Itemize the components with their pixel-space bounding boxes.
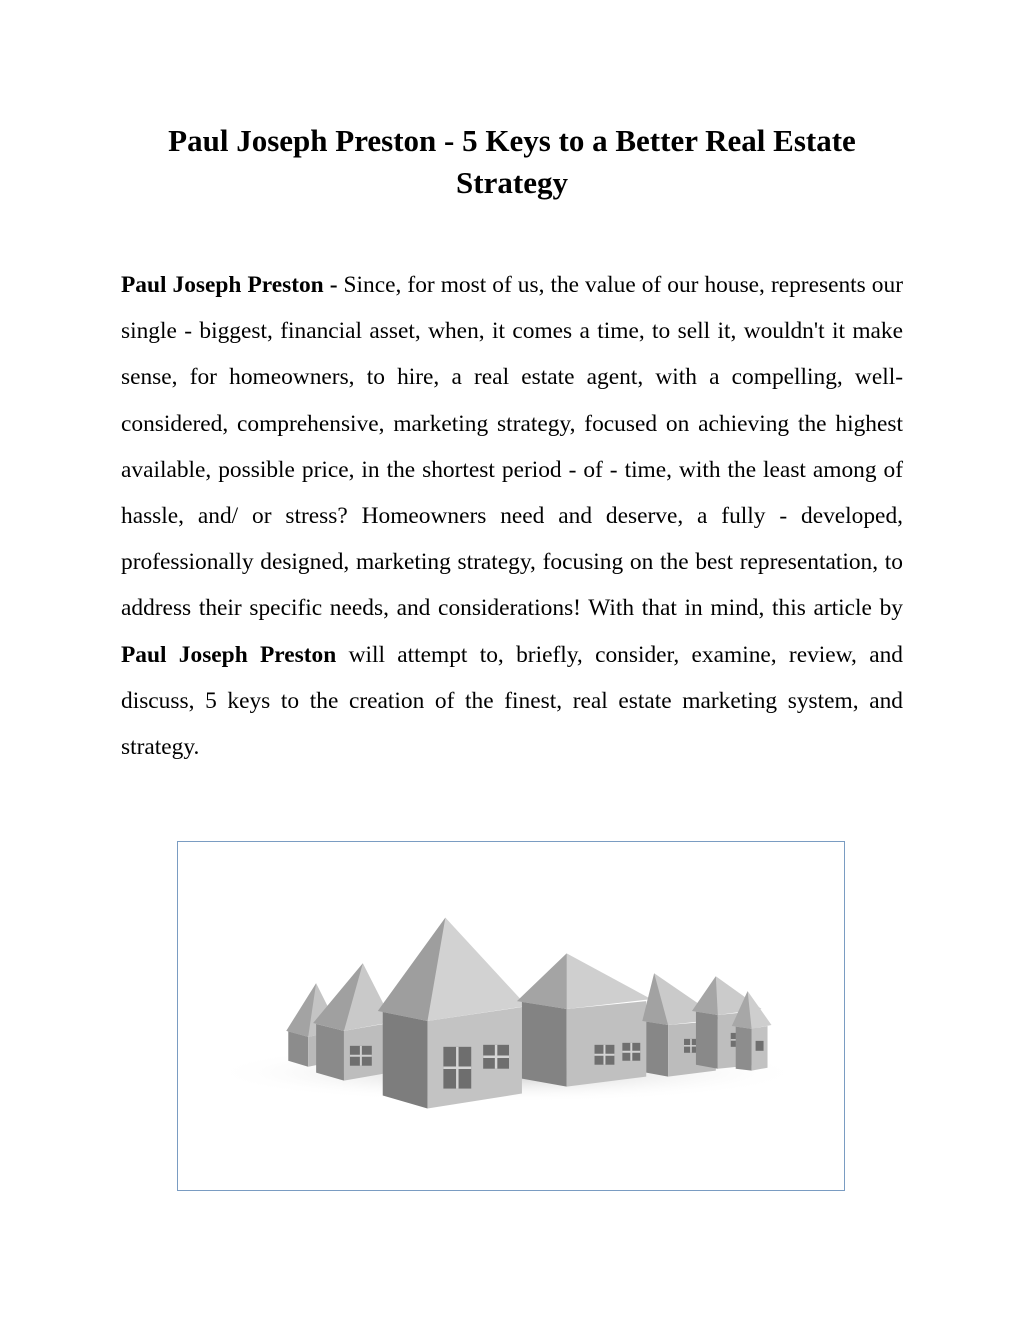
house-icon bbox=[378, 918, 527, 1109]
paragraph-text-part-2: will attempt to, briefly, consider, examine, review, and discuss, 5 keys to the creation of the finest, real estate marketing system, and strategy. bbox=[121, 641, 903, 761]
author-inline-bold: Paul Joseph Preston bbox=[121, 641, 337, 668]
document-title: Paul Joseph Preston - 5 Keys to a Better Real Estate Strategy bbox=[168, 123, 856, 200]
row-of-houses-illustration bbox=[178, 842, 844, 1190]
house-icon bbox=[517, 953, 651, 1086]
houses-figure bbox=[177, 841, 845, 1191]
intro-paragraph bbox=[121, 262, 903, 770]
house-icon bbox=[313, 963, 393, 1080]
author-lead-bold: Paul Joseph Preston - bbox=[121, 272, 338, 298]
paragraph-text-part-1: Since, for most of us, the value of our house, represents our single - biggest, financial asset, when, it comes a time, to sell it, wouldn't it make sense, for homeowners, to hire, a real estate agent, with a compelling, well-considered, comprehensive, marketing strategy, focused on achieving the highest available, possible price, in the shortest period - of - time, with the least among of hassle, and/ or stress? Homeowners need and deserve, a fully - developed, professionally designed, marketing strategy, focusing on the best representation, to address their specific needs, and considerations! With that in mind, this article by bbox=[121, 272, 903, 622]
